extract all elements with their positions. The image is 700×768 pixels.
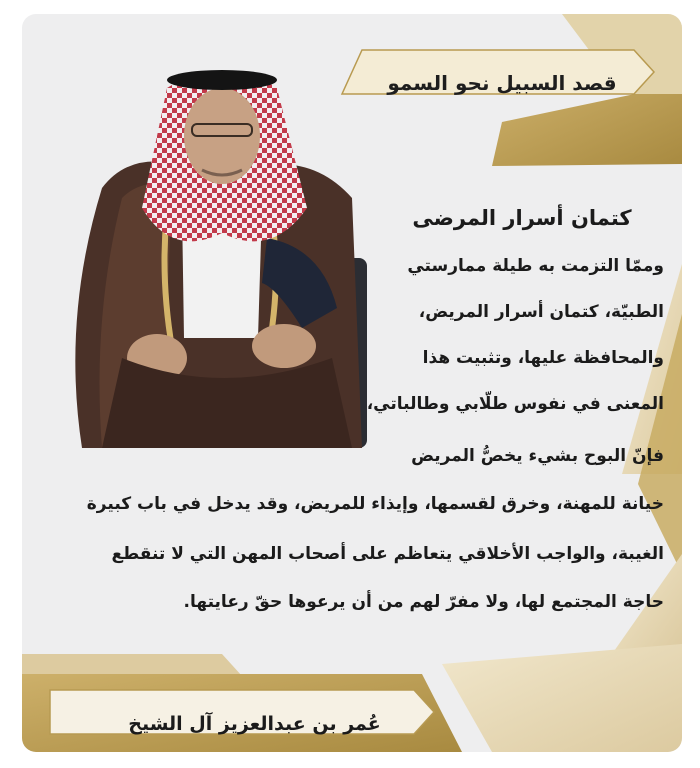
ribbon-shape <box>22 654 242 676</box>
author-name: عُمر بن عبدالعزيز آل الشيخ <box>128 713 381 735</box>
portrait-photo <box>62 58 382 458</box>
body-line: وممّا التزمت به طيلة ممارستي <box>407 256 664 276</box>
poster-card <box>22 14 682 752</box>
ribbon-shape <box>442 644 682 752</box>
series-title: قصد السبيل نحو السمو <box>387 71 617 95</box>
body-line: حاجة المجتمع لها، ولا مفرّ لهم من أن يرعوها حقّ رعايتها. <box>183 592 664 612</box>
body-line: الغيبة، والواجب الأخلاقي يتعاظم على أصحاب المهن التي لا تنقطع <box>111 544 664 564</box>
body-line: خيانة للمهنة، وخرق لقسمها، وإيذاء للمريض، وقد يدخل في باب كبيرة <box>86 494 664 514</box>
body-line: الطبيّة، كتمان أسرار المريض، <box>418 302 664 322</box>
body-line: والمحافظة عليها، وتثبيت هذا <box>422 348 664 368</box>
body-line: المعنى في نفوس طلّابي وطالباتي، <box>366 394 664 414</box>
article-title: كتمان أسرار المرضى <box>412 206 632 230</box>
body-line: فإنّ البوح بشيء يخصُّ المريض <box>411 446 664 466</box>
